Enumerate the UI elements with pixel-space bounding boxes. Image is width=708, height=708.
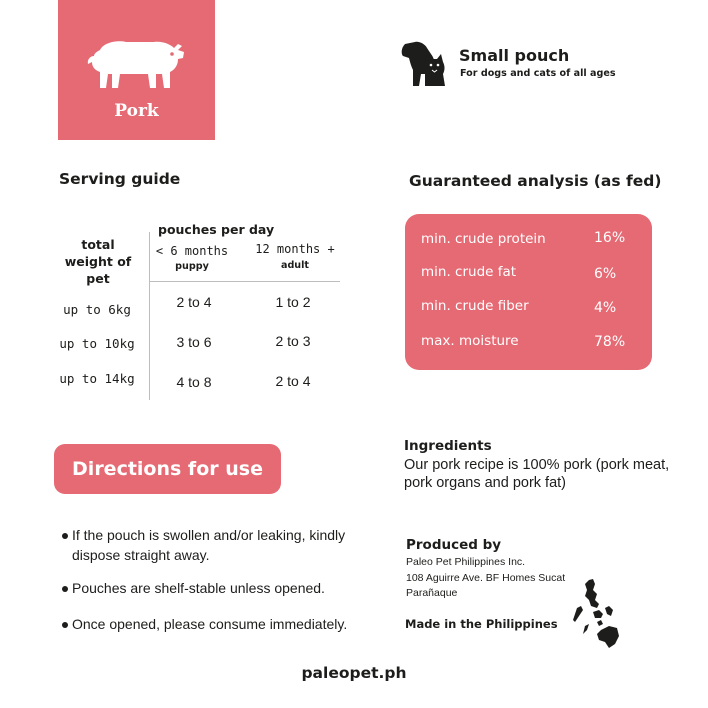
website-link[interactable]: paleopet.ph — [301, 664, 407, 682]
pouch-size-title: Small pouch — [459, 46, 570, 65]
adult-age-header: 12 months + — [255, 242, 335, 256]
made-in-label: Made in the Philippines — [405, 617, 558, 631]
table-cell: 2 to 4 — [275, 373, 311, 389]
analysis-label: max. moisture — [421, 333, 519, 349]
analysis-panel — [405, 214, 652, 370]
producer-line: 108 Aguirre Ave. BF Homes Sucat — [406, 572, 566, 584]
table-header-divider — [150, 281, 340, 282]
table-cell: 3 to 6 — [176, 334, 212, 350]
producer-line: Parañaque — [406, 587, 458, 599]
puppy-age-header: < 6 months — [155, 244, 229, 258]
direction-item: If the pouch is swollen and/or leaking, kindly dispose straight away. — [72, 527, 346, 563]
row-weight-6kg: up to 6kg — [63, 302, 131, 317]
analysis-value: 78% — [594, 334, 626, 350]
analysis-label: min. crude fiber — [421, 298, 529, 314]
producer-heading: Produced by — [406, 537, 502, 553]
adult-type-header: adult — [280, 260, 310, 271]
direction-item: Once opened, please consume immediately. — [72, 616, 348, 632]
flavor-badge — [58, 0, 215, 140]
philippines-map-icon — [573, 578, 621, 650]
table-cell: 2 to 4 — [176, 294, 212, 310]
ingredients-text: Our pork recipe is 100% pork (pork meat, pork organs and pork fat) — [404, 457, 670, 491]
pouch-size-subtitle: For dogs and cats of all ages — [460, 68, 616, 79]
row-weight-14kg: up to 14kg — [59, 371, 135, 386]
bullet-icon — [62, 533, 68, 539]
ingredients-heading: Ingredients — [404, 438, 492, 454]
producer-line: Paleo Pet Philippines Inc. — [406, 556, 526, 568]
weight-header-line: weight of — [64, 254, 132, 269]
serving-guide-heading: Serving guide — [59, 170, 181, 188]
row-weight-10kg: up to 10kg — [59, 336, 135, 351]
analysis-label: min. crude protein — [421, 231, 546, 247]
weight-header-line: pet — [86, 271, 110, 286]
directions-heading: Directions for use — [54, 444, 281, 494]
table-cell: 4 to 8 — [176, 374, 212, 390]
puppy-type-header: puppy — [175, 261, 209, 272]
analysis-label: min. crude fat — [421, 264, 517, 280]
bullet-icon — [62, 586, 68, 592]
table-cell: 1 to 2 — [275, 294, 311, 310]
pouches-per-day-label: pouches per day — [158, 222, 275, 237]
bullet-icon — [62, 622, 68, 628]
analysis-value: 6% — [594, 266, 617, 282]
table-cell: 2 to 3 — [275, 333, 311, 349]
analysis-value: 16% — [594, 230, 626, 246]
flavor-label: Pork — [114, 101, 159, 121]
pig-icon — [86, 36, 186, 96]
weight-column-header — [60, 236, 136, 287]
weight-header-line: total — [81, 237, 115, 252]
analysis-value: 4% — [594, 300, 617, 316]
dog-cat-icon — [401, 40, 451, 88]
direction-item: Pouches are shelf-stable unless opened. — [72, 580, 325, 596]
analysis-heading: Guaranteed analysis (as fed) — [409, 172, 662, 190]
